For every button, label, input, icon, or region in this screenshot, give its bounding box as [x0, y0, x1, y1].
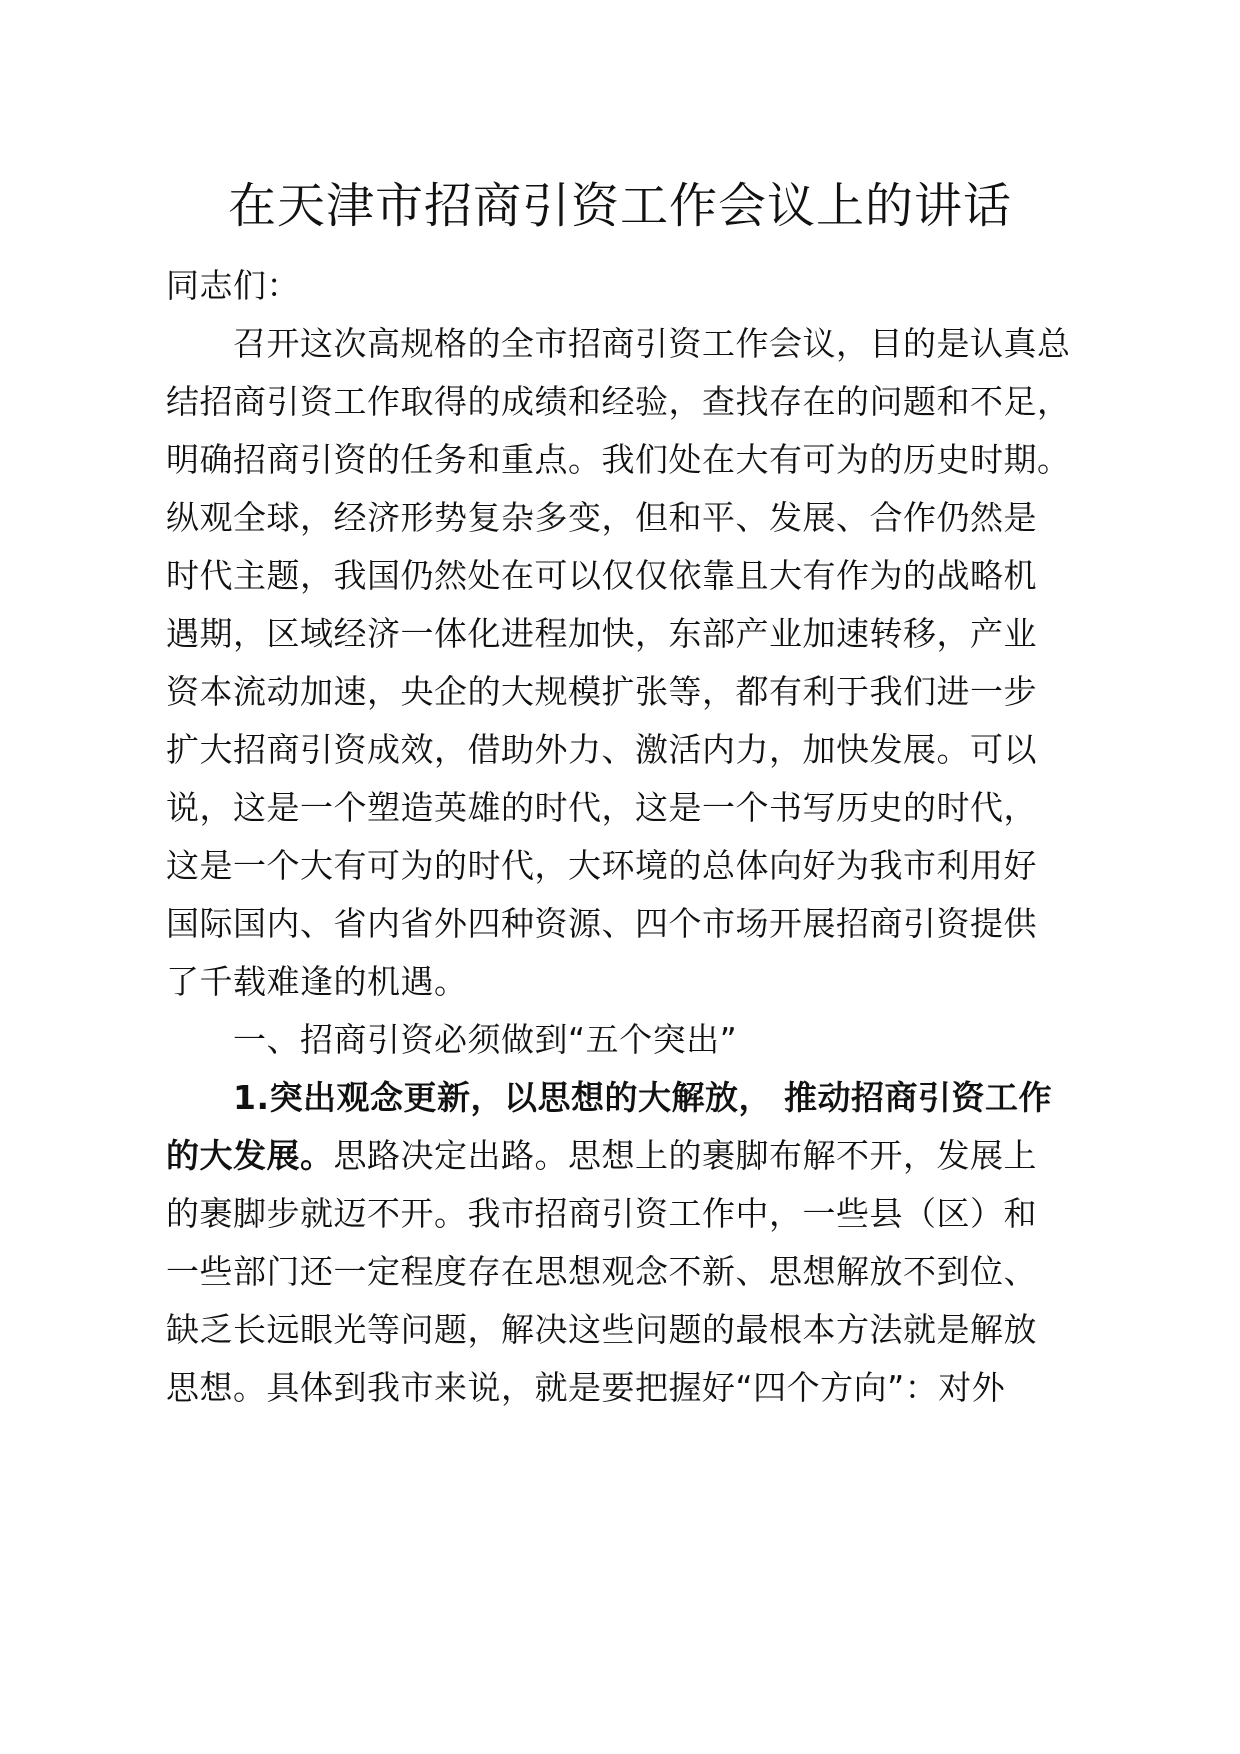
paragraph-line: 缺乏长远眼光等问题，解决这些问题的最根本方法就是解放 [166, 1310, 1037, 1349]
paragraph-line: 国际国内、省内省外四种资源、四个市场开展招商引资提供 [166, 904, 1037, 943]
paragraph-line: 资本流动加速，央企的大规模扩张等，都有利于我们进一步 [166, 672, 1037, 711]
paragraph-line: 的裹脚步就迈不开。我市招商引资工作中，一些县（区）和 [166, 1194, 1037, 1233]
paragraph-line: 思想。具体到我市来说，就是要把握好“四个方向”：对外 [166, 1368, 1006, 1407]
paragraph-line: 了千载难逢的机遇。 [166, 962, 468, 1001]
paragraph-line: 纵观全球，经济形势复杂多变，但和平、发展、合作仍然是 [166, 498, 1037, 537]
paragraph-line: 这是一个大有可为的时代，大环境的总体向好为我市利用好 [166, 846, 1037, 885]
paragraph-line: 明确招商引资的任务和重点。我们处在大有可为的历史时期。 [166, 440, 1071, 479]
subheading-line: 1.突出观念更新，以思想的大解放， 推动招商引资工作 [233, 1078, 1052, 1117]
paragraph-line: 召开这次高规格的全市招商引资工作会议，目的是认真总 [233, 324, 1071, 363]
paragraph-line: 说，这是一个塑造英雄的时代，这是一个书写历史的时代， [166, 788, 1037, 827]
mixed-line [166, 1136, 1037, 1176]
paragraph-line: 时代主题，我国仍然处在可以仅仅依靠且大有作为的战略机 [166, 556, 1037, 595]
salutation: 同志们： [166, 266, 300, 305]
paragraph-text: 思路决定出路。思想上的裹脚布解不开，发展上 [333, 1136, 1037, 1175]
paragraph-line: 扩大招商引资成效，借助外力、激活内力，加快发展。可以 [166, 730, 1037, 769]
paragraph-line: 遇期，区域经济一体化进程加快，东部产业加速转移，产业 [166, 614, 1037, 653]
section-heading: 一、招商引资必须做到“五个突出” [233, 1020, 738, 1059]
paragraph-line: 一些部门还一定程度存在思想观念不新、思想解放不到位、 [166, 1252, 1037, 1291]
subheading-end: 的大发展。 [166, 1136, 334, 1175]
page-title: 在天津市招商引资工作会议上的讲话 [227, 178, 1012, 234]
paragraph-line: 结招商引资工作取得的成绩和经验，查找存在的问题和不足， [166, 382, 1071, 421]
